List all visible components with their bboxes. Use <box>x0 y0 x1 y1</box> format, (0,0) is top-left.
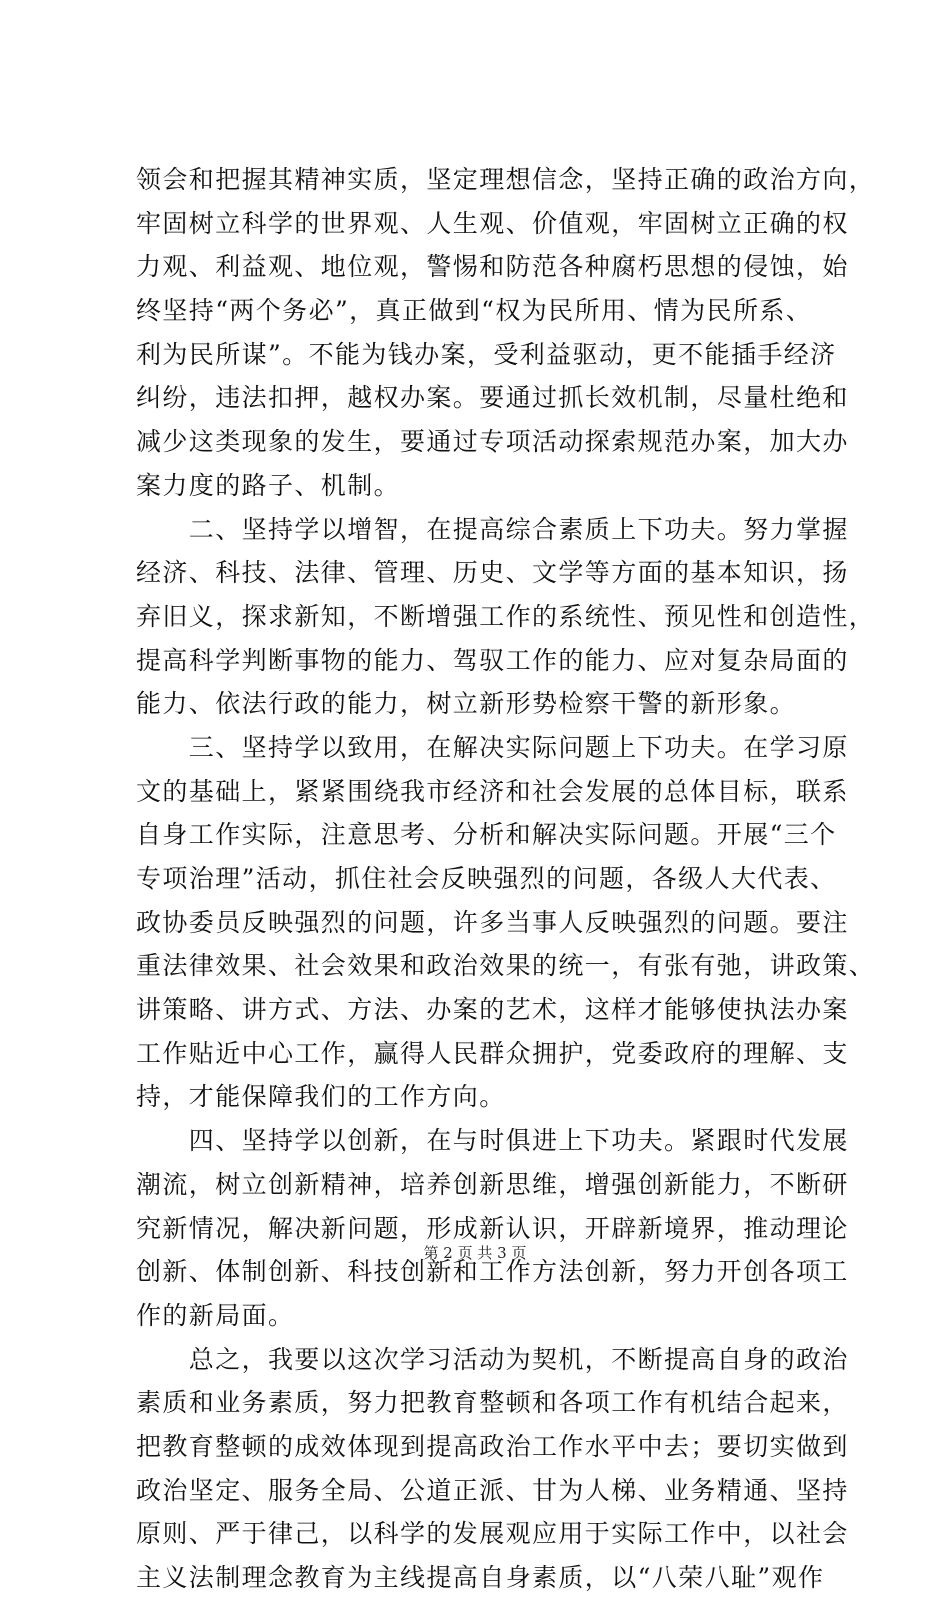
text-line: 减少这类现象的发生，要通过专项活动探索规范办案，加大办 <box>136 427 849 457</box>
text-line: 究新情况，解决新问题，形成新认识，开辟新境界，推动理论 <box>136 1213 849 1243</box>
text-line: 重法律效果、社会效果和政治效果的统一，有张有弛，讲政策、 <box>136 951 876 981</box>
text-line: 素质和业务素质，努力把教育整顿和各项工作有机结合起来， <box>136 1388 849 1418</box>
text-line: 政治坚定、服务全局、公道正派、甘为人梯、业务精通、坚持 <box>136 1475 849 1505</box>
text-line: 终坚持“两个务必”，真正做到“权为民所用、情为民所系、 <box>136 296 813 326</box>
text-line: 潮流，树立创新精神，培养创新思维，增强创新能力，不断研 <box>136 1169 849 1199</box>
text-line: 原则、严于律己，以科学的发展观应用于实际工作中，以社会 <box>136 1519 849 1549</box>
text-line: 持，才能保障我们的工作方向。 <box>136 1082 506 1112</box>
text-line: 力观、利益观、地位观，警惕和防范各种腐朽思想的侵蚀，始 <box>136 252 849 282</box>
text-line: 案力度的路子、机制。 <box>136 470 401 500</box>
text-line: 把教育整顿的成效体现到提高政治工作水平中去；要切实做到 <box>136 1431 849 1461</box>
text-line: 政协委员反映强烈的问题，许多当事人反映强烈的问题。要注 <box>136 907 849 937</box>
text-line: 领会和把握其精神实质，坚定理想信念，坚持正确的政治方向， <box>136 165 876 194</box>
text-line: 讲策略、讲方式、方法、办案的艺术，这样才能够使执法办案 <box>136 995 849 1025</box>
text-line: 总之，我要以这次学习活动为契机，不断提高自身的政治 <box>136 1344 849 1374</box>
text-line: 三、坚持学以致用，在解决实际问题上下功夫。在学习原 <box>136 732 849 762</box>
text-line: 自身工作实际，注意思考、分析和解决实际问题。开展“三个 <box>136 820 837 850</box>
text-line: 能力、依法行政的能力，树立新形势检察干警的新形象。 <box>136 689 797 719</box>
text-line: 主义法制理念教育为主线提高自身素质，以“八荣八耻”观作 <box>136 1563 825 1592</box>
text-line: 牢固树立科学的世界观、人生观、价值观，牢固树立正确的权 <box>136 208 849 238</box>
text-line: 文的基础上，紧紧围绕我市经济和社会发展的总体目标，联系 <box>136 776 849 806</box>
text-line: 二、坚持学以增智，在提高综合素质上下功夫。努力掌握 <box>136 514 849 544</box>
text-line: 提高科学判断事物的能力、驾驭工作的能力、应对复杂局面的 <box>136 645 849 675</box>
text-line: 作的新局面。 <box>136 1300 295 1330</box>
text-line: 经济、科技、法律、管理、历史、文学等方面的基本知识，扬 <box>136 558 849 588</box>
text-line: 工作贴近中心工作，赢得人民群众拥护，党委政府的理解、支 <box>136 1038 849 1068</box>
text-line: 利为民所谋”。不能为钱办案，受利益驱动，更不能插手经济 <box>136 339 837 369</box>
text-line: 纠纷，违法扣押，越权办案。要通过抓长效机制，尽量杜绝和 <box>136 383 849 413</box>
text-line: 专项治理”活动，抓住社会反映强烈的问题，各级人大代表、 <box>136 864 837 893</box>
page-number-footer: 第 2 页 共 3 页 <box>423 1244 527 1262</box>
text-line: 四、坚持学以创新，在与时俱进上下功夫。紧跟时代发展 <box>136 1126 849 1156</box>
document-body <box>136 158 876 1600</box>
text-line: 创新、体制创新、科技创新和工作方法创新，努力开创各项工 <box>136 1257 849 1287</box>
text-line: 弃旧义，探求新知，不断增强工作的系统性、预见性和创造性， <box>136 601 876 631</box>
